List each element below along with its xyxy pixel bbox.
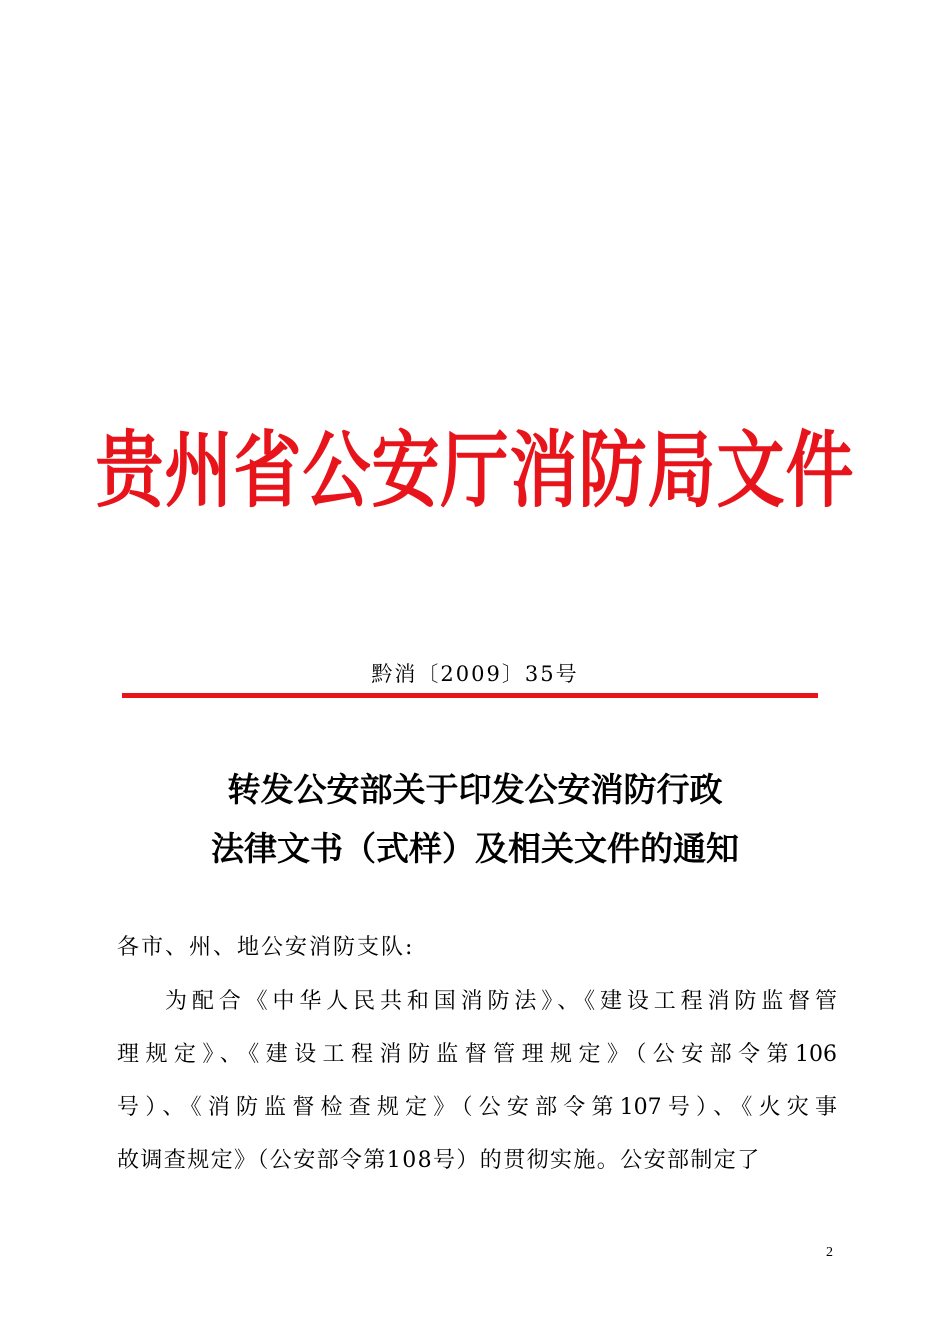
addressee: 各市、州、地公安消防支队: bbox=[117, 935, 415, 960]
body-text-line: 故调查规定》（公安部令第108号）的贯彻实施。公安部制定了 bbox=[117, 1148, 761, 1173]
body-text-line: 理规定》、《建设工程消防监督管理规定》（公安部令第106 bbox=[117, 1042, 837, 1067]
red-divider-line bbox=[122, 693, 818, 698]
document-number: 黔消〔2009〕35号 bbox=[371, 662, 579, 686]
body-text-line: 号）、《消防监督检查规定》（公安部令第107号）、《火灾事 bbox=[117, 1095, 837, 1120]
page-number: 2 bbox=[826, 1245, 833, 1260]
notice-title-line-2: 法律文书（式样）及相关文件的通知 bbox=[211, 829, 739, 868]
masthead-title: 贵州省公安厅消防局文件 bbox=[95, 423, 855, 520]
notice-title-line-1: 转发公安部关于印发公安消防行政 bbox=[227, 770, 723, 809]
body-text-line: 为配合《中华人民共和国消防法》、《建设工程消防监督管 bbox=[165, 989, 837, 1014]
